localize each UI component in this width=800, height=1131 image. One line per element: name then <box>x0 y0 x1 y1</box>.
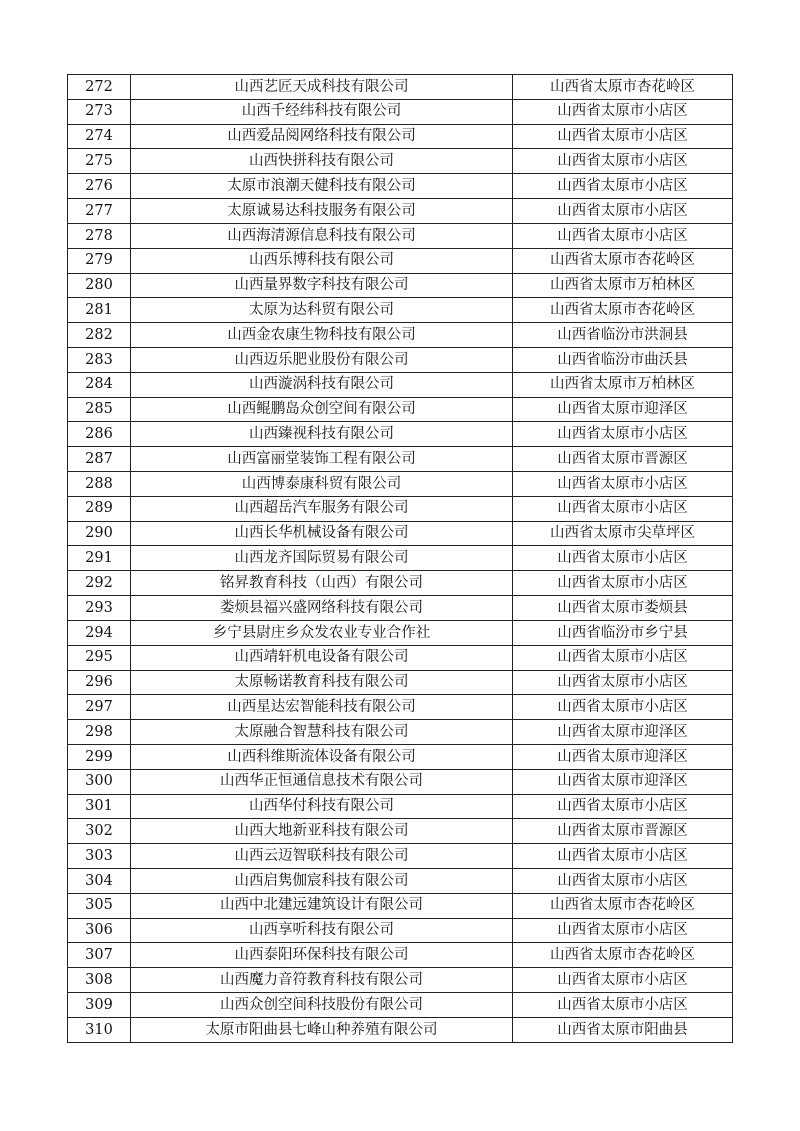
table-row <box>68 75 733 100</box>
table-row <box>68 496 733 521</box>
company-list-table <box>67 74 733 1043</box>
row-number: 295 <box>68 645 131 670</box>
company-location: 山西省临汾市洪洞县 <box>513 323 733 348</box>
table-row <box>68 298 733 323</box>
company-name: 山西大地新亚科技有限公司 <box>131 819 513 844</box>
company-name: 山西艺匠天成科技有限公司 <box>131 75 513 100</box>
row-number: 298 <box>68 720 131 745</box>
company-location: 山西省太原市杏花岭区 <box>513 248 733 273</box>
table-row <box>68 968 733 993</box>
table-row <box>68 248 733 273</box>
row-number: 282 <box>68 323 131 348</box>
table-row <box>68 149 733 174</box>
company-location: 山西省太原市娄烦县 <box>513 596 733 621</box>
row-number: 304 <box>68 869 131 894</box>
row-number: 277 <box>68 199 131 224</box>
company-location: 山西省太原市小店区 <box>513 571 733 596</box>
company-name: 山西海清源信息科技有限公司 <box>131 223 513 248</box>
row-number: 283 <box>68 347 131 372</box>
company-list-body <box>68 75 733 1043</box>
row-number: 291 <box>68 546 131 571</box>
company-location: 山西省太原市小店区 <box>513 968 733 993</box>
company-name: 山西科维斯流体设备有限公司 <box>131 744 513 769</box>
row-number: 310 <box>68 1017 131 1042</box>
company-location: 山西省太原市小店区 <box>513 794 733 819</box>
company-location: 山西省太原市小店区 <box>513 149 733 174</box>
company-name: 山西华正恒通信息技术有限公司 <box>131 769 513 794</box>
company-name: 娄烦县福兴盛网络科技有限公司 <box>131 596 513 621</box>
row-number: 301 <box>68 794 131 819</box>
company-location: 山西省太原市小店区 <box>513 496 733 521</box>
table-row <box>68 943 733 968</box>
company-name: 太原为达科贸有限公司 <box>131 298 513 323</box>
company-location: 山西省太原市小店区 <box>513 422 733 447</box>
company-location: 山西省太原市小店区 <box>513 993 733 1018</box>
company-location: 山西省太原市小店区 <box>513 869 733 894</box>
company-location: 山西省太原市小店区 <box>513 124 733 149</box>
company-location: 山西省太原市小店区 <box>513 645 733 670</box>
company-location: 山西省太原市杏花岭区 <box>513 298 733 323</box>
table-row <box>68 620 733 645</box>
company-name: 乡宁县尉庄乡众发农业专业合作社 <box>131 620 513 645</box>
row-number: 309 <box>68 993 131 1018</box>
company-location: 山西省太原市小店区 <box>513 199 733 224</box>
table-row <box>68 670 733 695</box>
table-row <box>68 99 733 124</box>
row-number: 302 <box>68 819 131 844</box>
company-location: 山西省临汾市乡宁县 <box>513 620 733 645</box>
table-row <box>68 918 733 943</box>
row-number: 299 <box>68 744 131 769</box>
company-name: 山西金农康生物科技有限公司 <box>131 323 513 348</box>
table-row <box>68 1017 733 1042</box>
row-number: 273 <box>68 99 131 124</box>
company-name: 山西迈乐肥业股份有限公司 <box>131 347 513 372</box>
company-location: 山西省太原市小店区 <box>513 844 733 869</box>
company-location: 山西省太原市小店区 <box>513 99 733 124</box>
row-number: 287 <box>68 447 131 472</box>
company-name: 山西乐博科技有限公司 <box>131 248 513 273</box>
company-name: 太原融合智慧科技有限公司 <box>131 720 513 745</box>
table-row <box>68 794 733 819</box>
row-number: 296 <box>68 670 131 695</box>
company-location: 山西省太原市阳曲县 <box>513 1017 733 1042</box>
row-number: 290 <box>68 521 131 546</box>
company-location: 山西省临汾市曲沃县 <box>513 347 733 372</box>
company-location: 山西省太原市晋源区 <box>513 819 733 844</box>
table-row <box>68 323 733 348</box>
company-name: 太原市浪潮天健科技有限公司 <box>131 174 513 199</box>
company-name: 山西中北建远建筑设计有限公司 <box>131 893 513 918</box>
table-row <box>68 223 733 248</box>
company-name: 山西爱品阅网络科技有限公司 <box>131 124 513 149</box>
row-number: 288 <box>68 472 131 497</box>
row-number: 284 <box>68 372 131 397</box>
row-number: 306 <box>68 918 131 943</box>
table-row <box>68 769 733 794</box>
company-location: 山西省太原市尖草坪区 <box>513 521 733 546</box>
company-location: 山西省太原市迎泽区 <box>513 744 733 769</box>
company-name: 山西启隽伽宸科技有限公司 <box>131 869 513 894</box>
table-row <box>68 447 733 472</box>
company-location: 山西省太原市杏花岭区 <box>513 943 733 968</box>
table-row <box>68 521 733 546</box>
company-name: 山西量界数字科技有限公司 <box>131 273 513 298</box>
table-row <box>68 546 733 571</box>
company-location: 山西省太原市小店区 <box>513 546 733 571</box>
table-row <box>68 422 733 447</box>
company-name: 山西靖轩机电设备有限公司 <box>131 645 513 670</box>
company-location: 山西省太原市杏花岭区 <box>513 893 733 918</box>
row-number: 286 <box>68 422 131 447</box>
company-name: 山西富丽堂装饰工程有限公司 <box>131 447 513 472</box>
table-row <box>68 347 733 372</box>
row-number: 297 <box>68 695 131 720</box>
table-row <box>68 571 733 596</box>
company-name: 山西星达宏智能科技有限公司 <box>131 695 513 720</box>
table-row <box>68 744 733 769</box>
row-number: 280 <box>68 273 131 298</box>
company-name: 太原畅诺教育科技有限公司 <box>131 670 513 695</box>
company-name: 山西长华机械设备有限公司 <box>131 521 513 546</box>
company-location: 山西省太原市小店区 <box>513 670 733 695</box>
company-name: 山西享听科技有限公司 <box>131 918 513 943</box>
company-name: 山西臻视科技有限公司 <box>131 422 513 447</box>
table-row <box>68 372 733 397</box>
table-row <box>68 472 733 497</box>
company-name: 铭昇教育科技（山西）有限公司 <box>131 571 513 596</box>
row-number: 294 <box>68 620 131 645</box>
company-name: 太原市阳曲县七峰山种养殖有限公司 <box>131 1017 513 1042</box>
row-number: 281 <box>68 298 131 323</box>
row-number: 289 <box>68 496 131 521</box>
table-row <box>68 397 733 422</box>
table-row <box>68 844 733 869</box>
row-number: 274 <box>68 124 131 149</box>
company-location: 山西省太原市杏花岭区 <box>513 75 733 100</box>
company-name: 山西博泰康科贸有限公司 <box>131 472 513 497</box>
row-number: 292 <box>68 571 131 596</box>
company-name: 山西华付科技有限公司 <box>131 794 513 819</box>
table-row <box>68 199 733 224</box>
row-number: 300 <box>68 769 131 794</box>
company-location: 山西省太原市小店区 <box>513 472 733 497</box>
table-row <box>68 645 733 670</box>
company-location: 山西省太原市迎泽区 <box>513 720 733 745</box>
company-location: 山西省太原市迎泽区 <box>513 397 733 422</box>
row-number: 285 <box>68 397 131 422</box>
company-name: 山西快拼科技有限公司 <box>131 149 513 174</box>
company-location: 山西省太原市万柏林区 <box>513 273 733 298</box>
company-location: 山西省太原市小店区 <box>513 174 733 199</box>
row-number: 303 <box>68 844 131 869</box>
company-name: 山西鲲鹏岛众创空间有限公司 <box>131 397 513 422</box>
company-name: 山西龙齐国际贸易有限公司 <box>131 546 513 571</box>
table-row <box>68 596 733 621</box>
company-location: 山西省太原市万柏林区 <box>513 372 733 397</box>
row-number: 276 <box>68 174 131 199</box>
row-number: 272 <box>68 75 131 100</box>
row-number: 279 <box>68 248 131 273</box>
table-row <box>68 819 733 844</box>
table-row <box>68 869 733 894</box>
row-number: 307 <box>68 943 131 968</box>
table-row <box>68 695 733 720</box>
company-location: 山西省太原市小店区 <box>513 918 733 943</box>
company-name: 山西漩涡科技有限公司 <box>131 372 513 397</box>
company-location: 山西省太原市迎泽区 <box>513 769 733 794</box>
company-location: 山西省太原市小店区 <box>513 223 733 248</box>
table-row <box>68 993 733 1018</box>
table-row <box>68 124 733 149</box>
company-name: 山西千经纬科技有限公司 <box>131 99 513 124</box>
row-number: 305 <box>68 893 131 918</box>
company-name: 太原诚易达科技服务有限公司 <box>131 199 513 224</box>
row-number: 278 <box>68 223 131 248</box>
company-name: 山西泰阳环保科技有限公司 <box>131 943 513 968</box>
table-row <box>68 273 733 298</box>
table-row <box>68 174 733 199</box>
row-number: 275 <box>68 149 131 174</box>
company-name: 山西云迈智联科技有限公司 <box>131 844 513 869</box>
company-location: 山西省太原市晋源区 <box>513 447 733 472</box>
row-number: 293 <box>68 596 131 621</box>
table-row <box>68 893 733 918</box>
company-location: 山西省太原市小店区 <box>513 695 733 720</box>
row-number: 308 <box>68 968 131 993</box>
table-row <box>68 720 733 745</box>
company-name: 山西超岳汽车服务有限公司 <box>131 496 513 521</box>
company-name: 山西众创空间科技股份有限公司 <box>131 993 513 1018</box>
company-name: 山西魔力音符教育科技有限公司 <box>131 968 513 993</box>
